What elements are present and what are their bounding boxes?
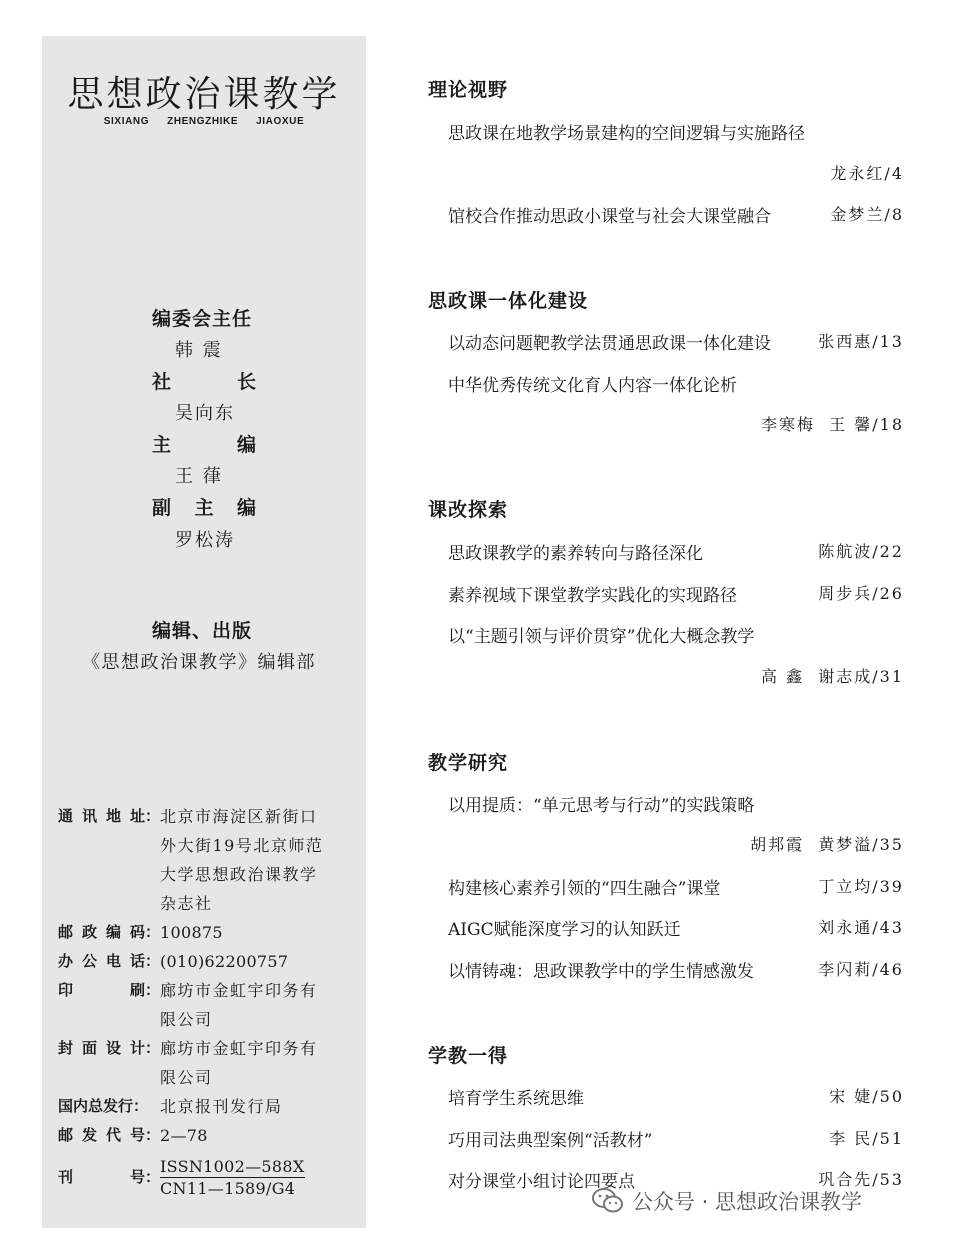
article-title[interactable]: AIGC赋能深度学习的认知跃迁 — [448, 920, 681, 940]
section-title: 教学研究 — [428, 752, 509, 774]
issn-value — [160, 1156, 345, 1199]
phone-label: 办 公 电 话： — [58, 952, 160, 970]
distributor-label: 国内总发行： — [58, 1097, 149, 1115]
wechat-watermark — [592, 1186, 862, 1216]
print-label: 印 刷： — [58, 981, 160, 999]
wechat-icon — [592, 1188, 624, 1214]
article-author: 金梦兰/8 — [830, 205, 904, 224]
article-author: 张西惠/13 — [818, 332, 904, 351]
article-author: 宋 婕/50 — [829, 1087, 904, 1106]
article-title[interactable]: 思政课在地教学场景建构的空间逻辑与实施路径 — [448, 124, 805, 144]
article-title[interactable]: 以动态问题靶教学法贯通思政课一体化建设 — [448, 334, 771, 354]
pinyin-word: ZHENGZHIKE — [167, 116, 239, 127]
editorial-chair-name: 韩 震 — [175, 340, 223, 361]
postal-code-value: 2—78 — [160, 1126, 208, 1145]
article-title[interactable]: 素养视域下课堂教学实践化的实现路径 — [448, 586, 737, 606]
article-title[interactable]: 思政课教学的素养转向与路径深化 — [448, 544, 703, 564]
journal-title: 思想政治课教学 — [67, 74, 341, 115]
phone-value: (010)62200757 — [160, 952, 289, 971]
article-author: 龙永红/4 — [830, 164, 904, 183]
article-author: 李寒梅 王 馨/18 — [760, 415, 904, 434]
article-author: 丁立均/39 — [818, 877, 904, 896]
deputy-editor-label: 副 主 编 — [152, 497, 257, 519]
deputy-editor-name: 罗松涛 — [175, 530, 235, 551]
section-title: 学教一得 — [428, 1045, 509, 1067]
article-title[interactable]: 以“主题引领与评价贯穿”优化大概念教学 — [448, 627, 755, 647]
postcode-value: 100875 — [160, 923, 223, 942]
chief-editor-name: 王 葎 — [175, 466, 223, 487]
distributor-value: 北京报刊发行局 — [160, 1097, 283, 1116]
editorial-chair-label: 编委会主任 — [152, 308, 253, 330]
cn-number: CN11—1589/G4 — [160, 1179, 296, 1198]
postal-code-row — [58, 1121, 345, 1150]
article-title[interactable]: 以情铸魂：思政课教学中的学生情感激发 — [448, 962, 754, 982]
cover-design-value: 廊坊市金虹宇印务有 限公司 — [160, 1039, 318, 1087]
section-title: 理论视野 — [428, 79, 509, 101]
publisher-label: 编辑、出版 — [152, 620, 253, 642]
article-title[interactable]: 培育学生系统思维 — [448, 1089, 584, 1109]
cover-design-label: 封 面 设 计： — [58, 1039, 160, 1057]
publisher-name: 《思想政治课教学》编辑部 — [82, 652, 316, 673]
section-title: 思政课一体化建设 — [428, 290, 589, 312]
postcode-row — [58, 918, 345, 947]
article-title[interactable]: 巧用司法典型案例“活教材” — [448, 1131, 653, 1151]
print-row — [58, 976, 345, 1034]
masthead-panel — [42, 36, 366, 1228]
journal-pinyin — [42, 116, 366, 127]
article-author: 巩合先/53 — [818, 1170, 904, 1189]
president-label: 社 长 — [152, 371, 257, 393]
postcode-label: 邮 政 编 码： — [58, 923, 160, 941]
chief-editor-label: 主 编 — [152, 434, 257, 456]
pinyin-word: SIXIANG — [103, 116, 150, 127]
watermark-text: 公众号 · 思想政治课教学 — [632, 1190, 863, 1214]
article-title[interactable]: 构建核心素养引领的“四生融合”课堂 — [448, 879, 721, 899]
cover-design-row — [58, 1034, 345, 1092]
postal-code-label: 邮 发 代 号： — [58, 1126, 160, 1144]
article-title[interactable]: 对分课堂小组讨论四要点 — [448, 1172, 635, 1192]
issn-row — [58, 1156, 345, 1199]
article-author: 周步兵/26 — [818, 584, 904, 603]
distributor-row — [58, 1092, 345, 1121]
pinyin-word: JIAOXUE — [256, 116, 305, 127]
address-value: 北京市海淀区新街口 外大街19号北京师范 大学思想政治课教学 杂志社 — [160, 807, 324, 913]
president-name: 吴向东 — [175, 403, 235, 424]
phone-row — [58, 947, 345, 976]
print-value: 廊坊市金虹宇印务有 限公司 — [160, 981, 318, 1029]
address-row — [58, 802, 345, 918]
article-title[interactable]: 以用提质：“单元思考与行动”的实践策略 — [448, 796, 755, 816]
issn-label: 刊 号： — [58, 1168, 160, 1186]
article-author: 刘永通/43 — [818, 918, 904, 937]
article-title[interactable]: 馆校合作推动思政小课堂与社会大课堂融合 — [448, 207, 771, 227]
issn-number: ISSN1002—588X — [160, 1157, 305, 1176]
article-title[interactable]: 中华优秀传统文化育人内容一体化论析 — [448, 376, 737, 396]
article-author: 李闪莉/46 — [818, 960, 904, 979]
article-author: 胡邦霞 黄梦溢/35 — [750, 835, 904, 854]
article-author: 陈航波/22 — [818, 542, 904, 561]
section-title: 课改探索 — [428, 499, 509, 521]
address-label: 通 讯 地 址： — [58, 807, 160, 825]
article-author: 高 鑫 谢志成/31 — [760, 667, 904, 686]
article-author: 李 民/51 — [829, 1129, 904, 1148]
